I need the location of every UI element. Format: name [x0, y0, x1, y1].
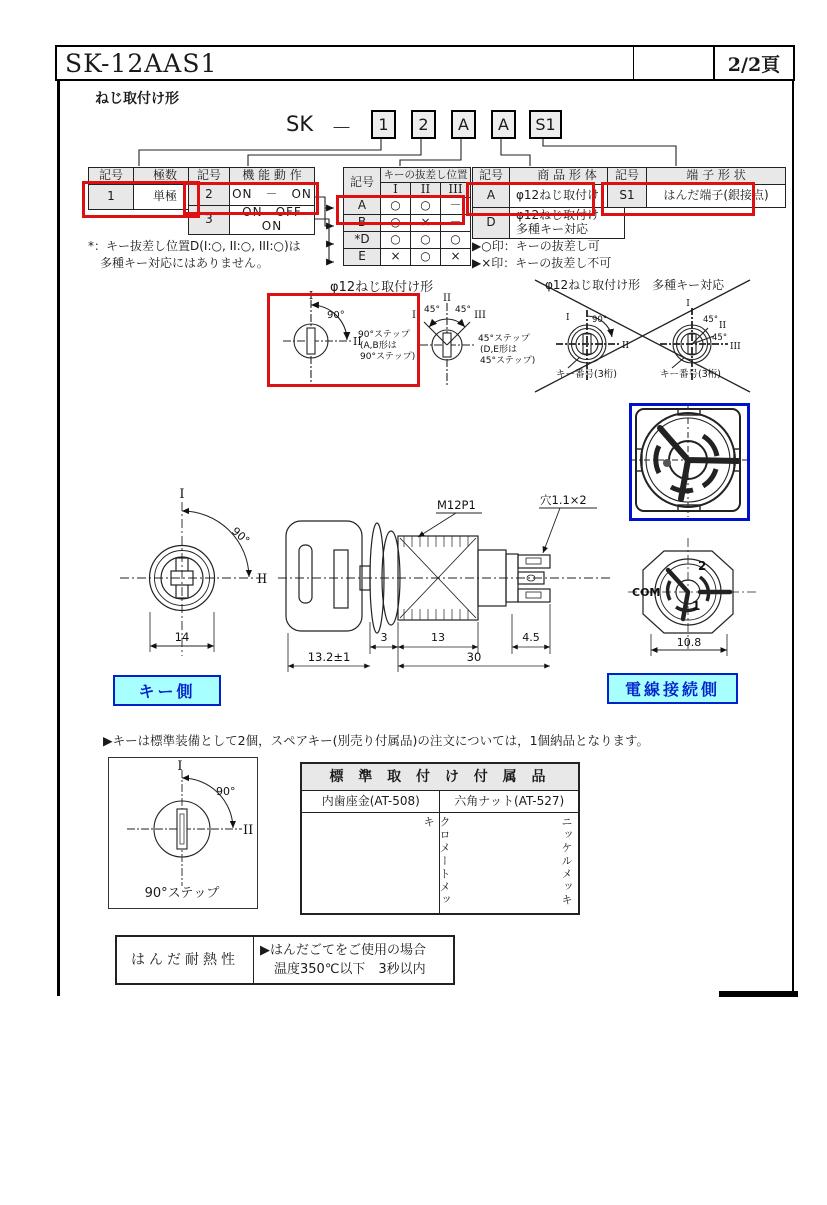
solder-line: ▶はんだごてをご使用の場合: [260, 943, 426, 958]
washer-label: 内歯座金(AT-508): [301, 791, 440, 813]
step45-pos3-label: III: [474, 310, 486, 321]
step45-angle2-label: 45°: [455, 305, 471, 315]
table-cell: ○: [411, 249, 441, 266]
page-border-bottom-bar: [719, 991, 798, 997]
dim-body: 13: [431, 631, 445, 644]
key-number-label: キー番号(3桁): [556, 369, 617, 380]
step90-caption: 90°ステップ: [358, 330, 410, 340]
page-border-right: [792, 79, 794, 993]
col-header: 記号: [608, 168, 647, 185]
step90-pos1-label: I: [308, 289, 314, 302]
table-cell: A: [344, 198, 381, 215]
col-header: III: [441, 183, 471, 198]
table-cell: ×: [381, 249, 411, 266]
col-header: 機 能 動 作: [230, 168, 315, 185]
thread-label: M12P1: [437, 498, 476, 512]
table-cell: 単極: [134, 185, 197, 210]
part-code-prefix: SK: [286, 112, 314, 136]
asterisk-note: [88, 238, 301, 272]
dim-flange: 3: [380, 631, 388, 644]
page-border-left: [57, 79, 60, 996]
solder-line: 温度350℃以下 3秒以内: [274, 962, 426, 977]
product-form-table: [472, 167, 625, 239]
circle-mark-note: ▶○印：キーの抜差し可: [472, 239, 600, 253]
table-cell: [510, 208, 625, 239]
table-cell: ON － ON: [230, 185, 315, 206]
table-cell: はんだ端子(銀接点): [647, 185, 786, 208]
header-bar: [55, 45, 795, 81]
part-code-box-2: 2: [411, 110, 436, 139]
col-header: II: [411, 183, 441, 198]
step45-caption: 45°ステップ: [478, 334, 530, 344]
page-number: 2/2頁: [713, 47, 793, 79]
table-cell: ○: [441, 232, 471, 249]
table-cell: 2: [189, 185, 230, 206]
table-cell: －: [441, 198, 471, 215]
front-pos1-label: I: [179, 487, 185, 502]
col-header: 記号: [89, 168, 134, 185]
step45-caption: 45°ステップ): [480, 356, 536, 366]
highlight-step90-diagram: [267, 293, 420, 387]
key-side-label: キー側: [113, 675, 221, 706]
crossed-right-pos1: I: [686, 299, 690, 309]
col-header: 商 品 形 体: [510, 168, 625, 185]
table-cell: ×: [411, 215, 441, 232]
part-code-box-1: 1: [371, 110, 396, 139]
dim-total: 30: [466, 650, 482, 664]
rear-detail-blue-box: [629, 403, 750, 521]
part-code-box-3: A: [451, 110, 476, 139]
table-cell: A: [473, 185, 510, 208]
crossed-left-pos2: II: [622, 341, 630, 351]
cross-mark-note: ▶×印：キーの抜差し不可: [472, 256, 612, 270]
table-cell: D: [473, 208, 510, 239]
table-cell: ON OFF ON: [230, 206, 315, 235]
accessories-title: 標 準 取 付 け 付 属 品: [301, 763, 579, 791]
step45-pos1-label: I: [412, 310, 416, 321]
step90-angle-label: 90°: [327, 310, 345, 321]
table-cell: ○: [381, 215, 411, 232]
rear-width-dim: 10.8: [676, 636, 702, 649]
key-quantity-note: ▶キーは標準装備として2個，スペアキー(別売り付属品)の注文については，1個納品となります。: [103, 733, 650, 748]
part-code-box-4: A: [491, 110, 516, 139]
crossed-section-title: φ12ねじ取付け形 多種キー対応: [545, 278, 725, 292]
terminal2-label: 2: [698, 559, 707, 573]
crossed-left-angle: 90°: [592, 315, 608, 325]
table-cell: ×: [441, 249, 471, 266]
crossed-right-pos3: III: [730, 342, 741, 352]
dim-key-depth: 13.2±1: [307, 650, 351, 664]
col-header: 極数: [134, 168, 197, 185]
washer-plating-note: クロメートメッキ: [422, 816, 451, 907]
table-cell: 3: [189, 206, 230, 235]
table-cell: B: [344, 215, 381, 232]
nut-plating-note: ニッケルメッキ: [560, 816, 573, 907]
col-header: 記号: [344, 168, 381, 198]
wire-side-label: 電線接続側: [607, 673, 738, 704]
header-empty-cell: [633, 47, 713, 79]
key-position-table: [343, 167, 471, 266]
terminal-com-label: COM: [632, 586, 661, 599]
front-width-dim: 14: [174, 630, 190, 644]
note-line: 多種キー対応にはありません。: [100, 256, 269, 270]
stepbox-pos1-label: I: [177, 759, 183, 774]
step90-box-caption: 90°ステップ: [144, 886, 220, 901]
part-code-box-5: S1: [529, 110, 562, 139]
part-code-dash: －: [331, 116, 352, 140]
step45-caption: (D,E形は: [480, 345, 517, 355]
table-cell: *D: [344, 232, 381, 249]
terminal-table: [607, 167, 786, 208]
crossed-left-pos1: I: [566, 313, 570, 323]
solder-table: [115, 935, 455, 985]
nut-label: 六角ナット(AT-527): [440, 791, 579, 813]
step45-pos2-label: II: [443, 293, 451, 304]
step90-caption: 90°ステップ): [360, 352, 416, 362]
crossed-right-angle1: 45°: [703, 315, 719, 325]
step45-angle1-label: 45°: [424, 305, 440, 315]
crossed-right-pos2: II: [719, 321, 727, 331]
table-cell: ○: [411, 232, 441, 249]
table-cell: φ12ねじ取付け: [510, 185, 625, 208]
mark-legend: [472, 238, 611, 272]
col-header: 記号: [189, 168, 230, 185]
table-cell: ○: [381, 198, 411, 215]
terminal1-label: 1: [692, 599, 701, 613]
crossed-right-angle2: 45°: [712, 333, 728, 343]
section-title: ねじ取付け形: [95, 91, 179, 107]
hole-label: 穴1.1×2: [540, 493, 587, 507]
table-cell: ○: [411, 198, 441, 215]
solder-conditions: [254, 936, 455, 984]
front-pos2-label: II: [257, 572, 268, 587]
table-cell: ○: [381, 232, 411, 249]
step90-caption: (A,B形は: [360, 341, 397, 351]
step-section-title: φ12ねじ取付け形: [330, 280, 434, 295]
col-header: I: [381, 183, 411, 198]
stepbox-pos2-label: II: [243, 823, 254, 838]
stepbox-angle-label: 90°: [216, 785, 236, 798]
note-line: *：キー抜差し位置D(I:○, II:○, III:○)は: [88, 239, 301, 253]
dim-terminal: 4.5: [522, 631, 540, 644]
col-header: 記号: [473, 168, 510, 185]
col-header: 端 子 形 状: [647, 168, 786, 185]
part-number-title: SK-12AAS1: [65, 48, 218, 78]
table-cell: －: [441, 215, 471, 232]
cell-line: φ12ねじ取付け: [516, 208, 600, 223]
function-table: [188, 167, 315, 235]
col-header: キーの抜差し位置: [381, 168, 471, 183]
cell-line: 多種キー対応: [516, 222, 589, 236]
table-cell: S1: [608, 185, 647, 208]
front-angle-label: 90°: [228, 524, 253, 548]
table-cell: 1: [89, 185, 134, 210]
table-cell: E: [344, 249, 381, 266]
poles-table: [88, 167, 197, 210]
solder-label: はんだ耐熱性: [116, 936, 254, 984]
step90-pos2-label: II: [353, 335, 362, 348]
key-number-label: キー番号(3桁): [660, 369, 721, 380]
